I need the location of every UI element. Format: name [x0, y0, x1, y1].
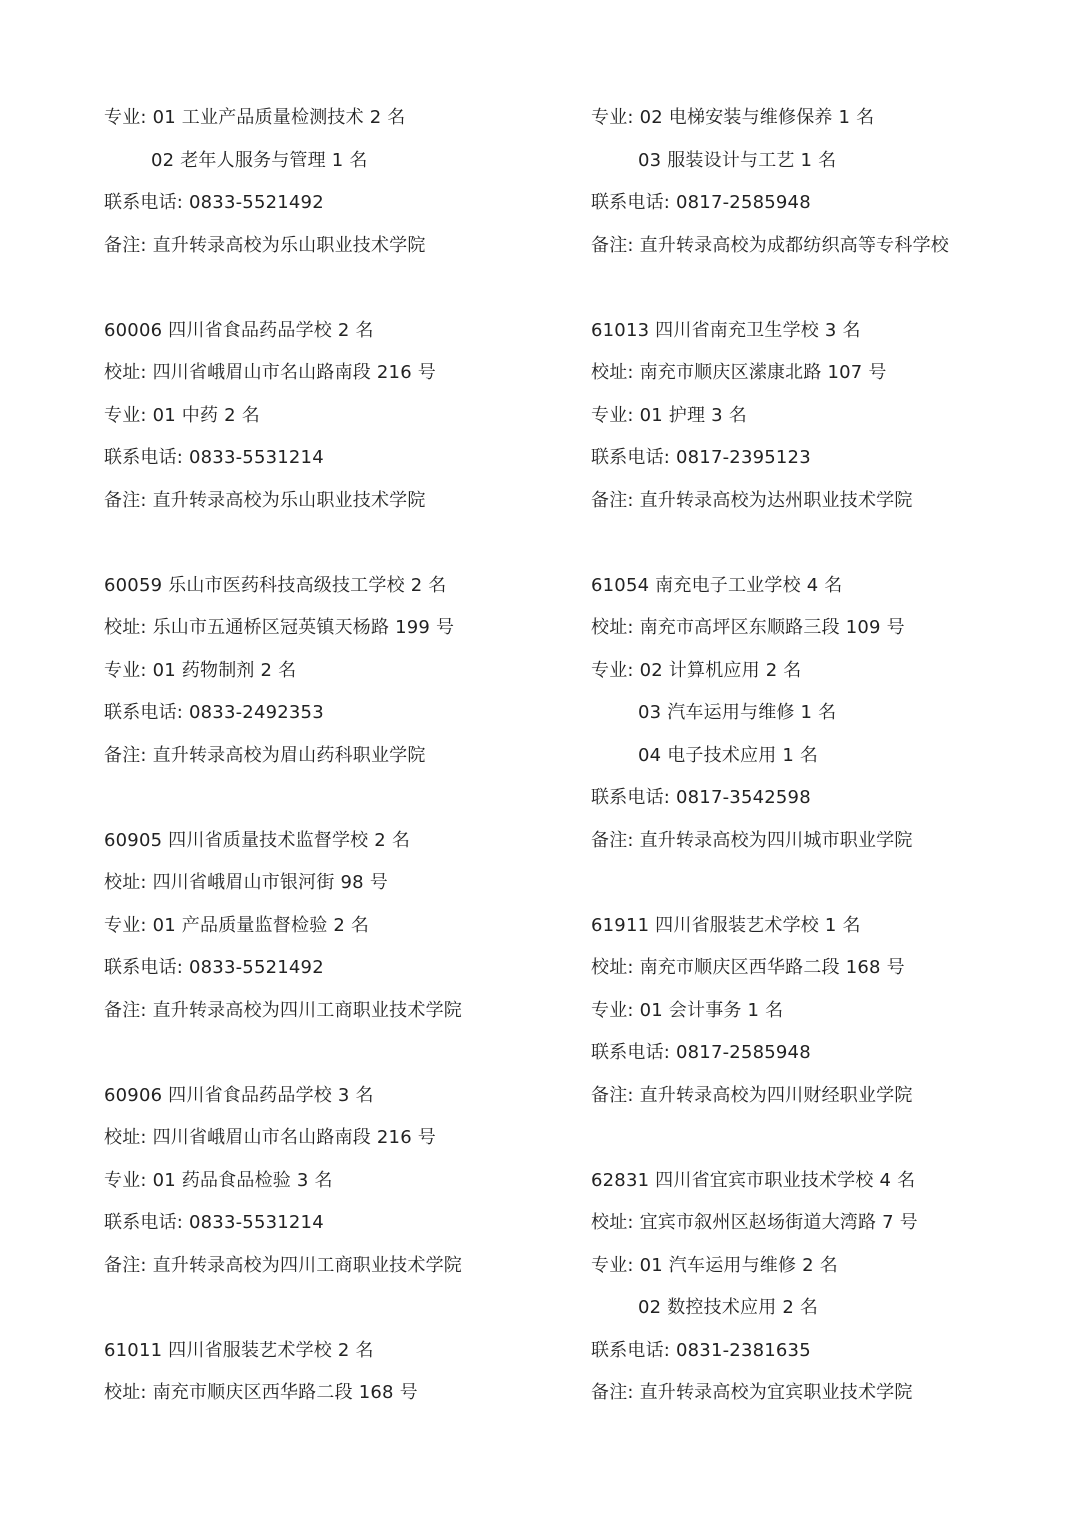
text-line: 联系电话: 0833-2492353 — [104, 702, 324, 723]
text-line: 61011 四川省服装艺术学校 2 名 — [104, 1339, 374, 1361]
blank-spacer — [104, 777, 574, 820]
blank-spacer — [104, 267, 574, 310]
text-line: 03 服装设计与工艺 1 名 — [638, 149, 837, 171]
right-column — [591, 97, 1061, 1415]
text-line: 备注: 直升转录高校为宜宾职业技术学院 — [591, 1382, 913, 1403]
text-line: 备注: 直升转录高校为乐山职业技术学院 — [104, 489, 426, 511]
text-line: 专业: 01 药品食品检验 3 名 — [104, 1169, 333, 1191]
text-line: 61911 四川省服装艺术学校 1 名 — [591, 914, 861, 936]
blank-spacer — [591, 862, 1061, 905]
text-line: 联系电话: 0833-5521492 — [104, 192, 324, 213]
text-line: 备注: 直升转录高校为成都纺织高等专科学校 — [591, 234, 949, 256]
text-line: 校址: 南充市顺庆区西华路二段 168 号 — [591, 957, 905, 978]
blank-spacer — [104, 522, 574, 565]
text-line: 专业: 01 工业产品质量检测技术 2 名 — [104, 107, 406, 128]
text-line: 备注: 直升转录高校为达州职业技术学院 — [591, 489, 913, 511]
text-line: 备注: 直升转录高校为乐山职业技术学院 — [104, 234, 426, 256]
text-line: 备注: 直升转录高校为四川城市职业学院 — [591, 829, 913, 851]
text-line: 校址: 南充市顺庆区潆康北路 107 号 — [591, 362, 887, 383]
text-line: 联系电话: 0817-2395123 — [591, 447, 811, 468]
text-line: 备注: 直升转录高校为四川工商职业技术学院 — [104, 1254, 462, 1276]
text-line: 专业: 01 护理 3 名 — [591, 404, 747, 426]
text-line: 校址: 南充市高坪区东顺路三段 109 号 — [591, 617, 905, 638]
text-line: 联系电话: 0831-2381635 — [591, 1339, 811, 1361]
text-line: 专业: 01 药物制剂 2 名 — [104, 659, 297, 681]
text-line: 61013 四川省南充卫生学校 3 名 — [591, 319, 861, 341]
text-line: 联系电话: 0817-2585948 — [591, 192, 811, 213]
text-line: 61054 南充电子工业学校 4 名 — [591, 574, 843, 596]
text-line: 备注: 直升转录高校为四川财经职业学院 — [591, 1084, 913, 1106]
text-line: 02 数控技术应用 2 名 — [638, 1297, 819, 1318]
text-line: 03 汽车运用与维修 1 名 — [638, 702, 837, 723]
text-line: 专业: 01 中药 2 名 — [104, 404, 260, 426]
text-line: 专业: 01 产品质量监督检验 2 名 — [104, 914, 370, 936]
text-line: 校址: 四川省峨眉山市银河街 98 号 — [104, 872, 388, 893]
blank-spacer — [591, 522, 1061, 565]
text-line: 60059 乐山市医药科技高级技工学校 2 名 — [104, 574, 447, 596]
text-line: 专业: 02 电梯安装与维修保养 1 名 — [591, 107, 875, 128]
text-line: 联系电话: 0833-5531214 — [104, 447, 324, 468]
text-line: 联系电话: 0833-5521492 — [104, 957, 324, 978]
blank-spacer — [591, 267, 1061, 310]
left-column — [104, 97, 574, 1415]
text-line: 专业: 01 会计事务 1 名 — [591, 999, 784, 1021]
text-line: 备注: 直升转录高校为四川工商职业技术学院 — [104, 999, 462, 1021]
text-line: 专业: 01 汽车运用与维修 2 名 — [591, 1254, 838, 1276]
text-line: 校址: 四川省峨眉山市名山路南段 216 号 — [104, 1127, 436, 1148]
blank-spacer — [591, 1117, 1061, 1160]
text-line: 校址: 南充市顺庆区西华路二段 168 号 — [104, 1382, 418, 1403]
text-line: 联系电话: 0817-2585948 — [591, 1042, 811, 1063]
text-line: 02 老年人服务与管理 1 名 — [151, 149, 368, 171]
text-line: 联系电话: 0833-5531214 — [104, 1212, 324, 1233]
text-line: 专业: 02 计算机应用 2 名 — [591, 659, 802, 681]
blank-spacer — [104, 1287, 574, 1330]
text-line: 校址: 宜宾市叙州区赵场街道大湾路 7 号 — [591, 1212, 918, 1233]
text-line: 校址: 四川省峨眉山市名山路南段 216 号 — [104, 362, 436, 383]
text-line: 校址: 乐山市五通桥区冠英镇天杨路 199 号 — [104, 617, 455, 638]
blank-spacer — [104, 1032, 574, 1075]
text-line: 60006 四川省食品药品学校 2 名 — [104, 319, 374, 341]
text-line: 60906 四川省食品药品学校 3 名 — [104, 1084, 374, 1106]
text-line: 60905 四川省质量技术监督学校 2 名 — [104, 829, 411, 851]
text-line: 62831 四川省宜宾市职业技术学校 4 名 — [591, 1169, 916, 1191]
text-line: 联系电话: 0817-3542598 — [591, 787, 811, 808]
text-line: 04 电子技术应用 1 名 — [638, 744, 819, 766]
text-line: 备注: 直升转录高校为眉山药科职业学院 — [104, 744, 426, 766]
